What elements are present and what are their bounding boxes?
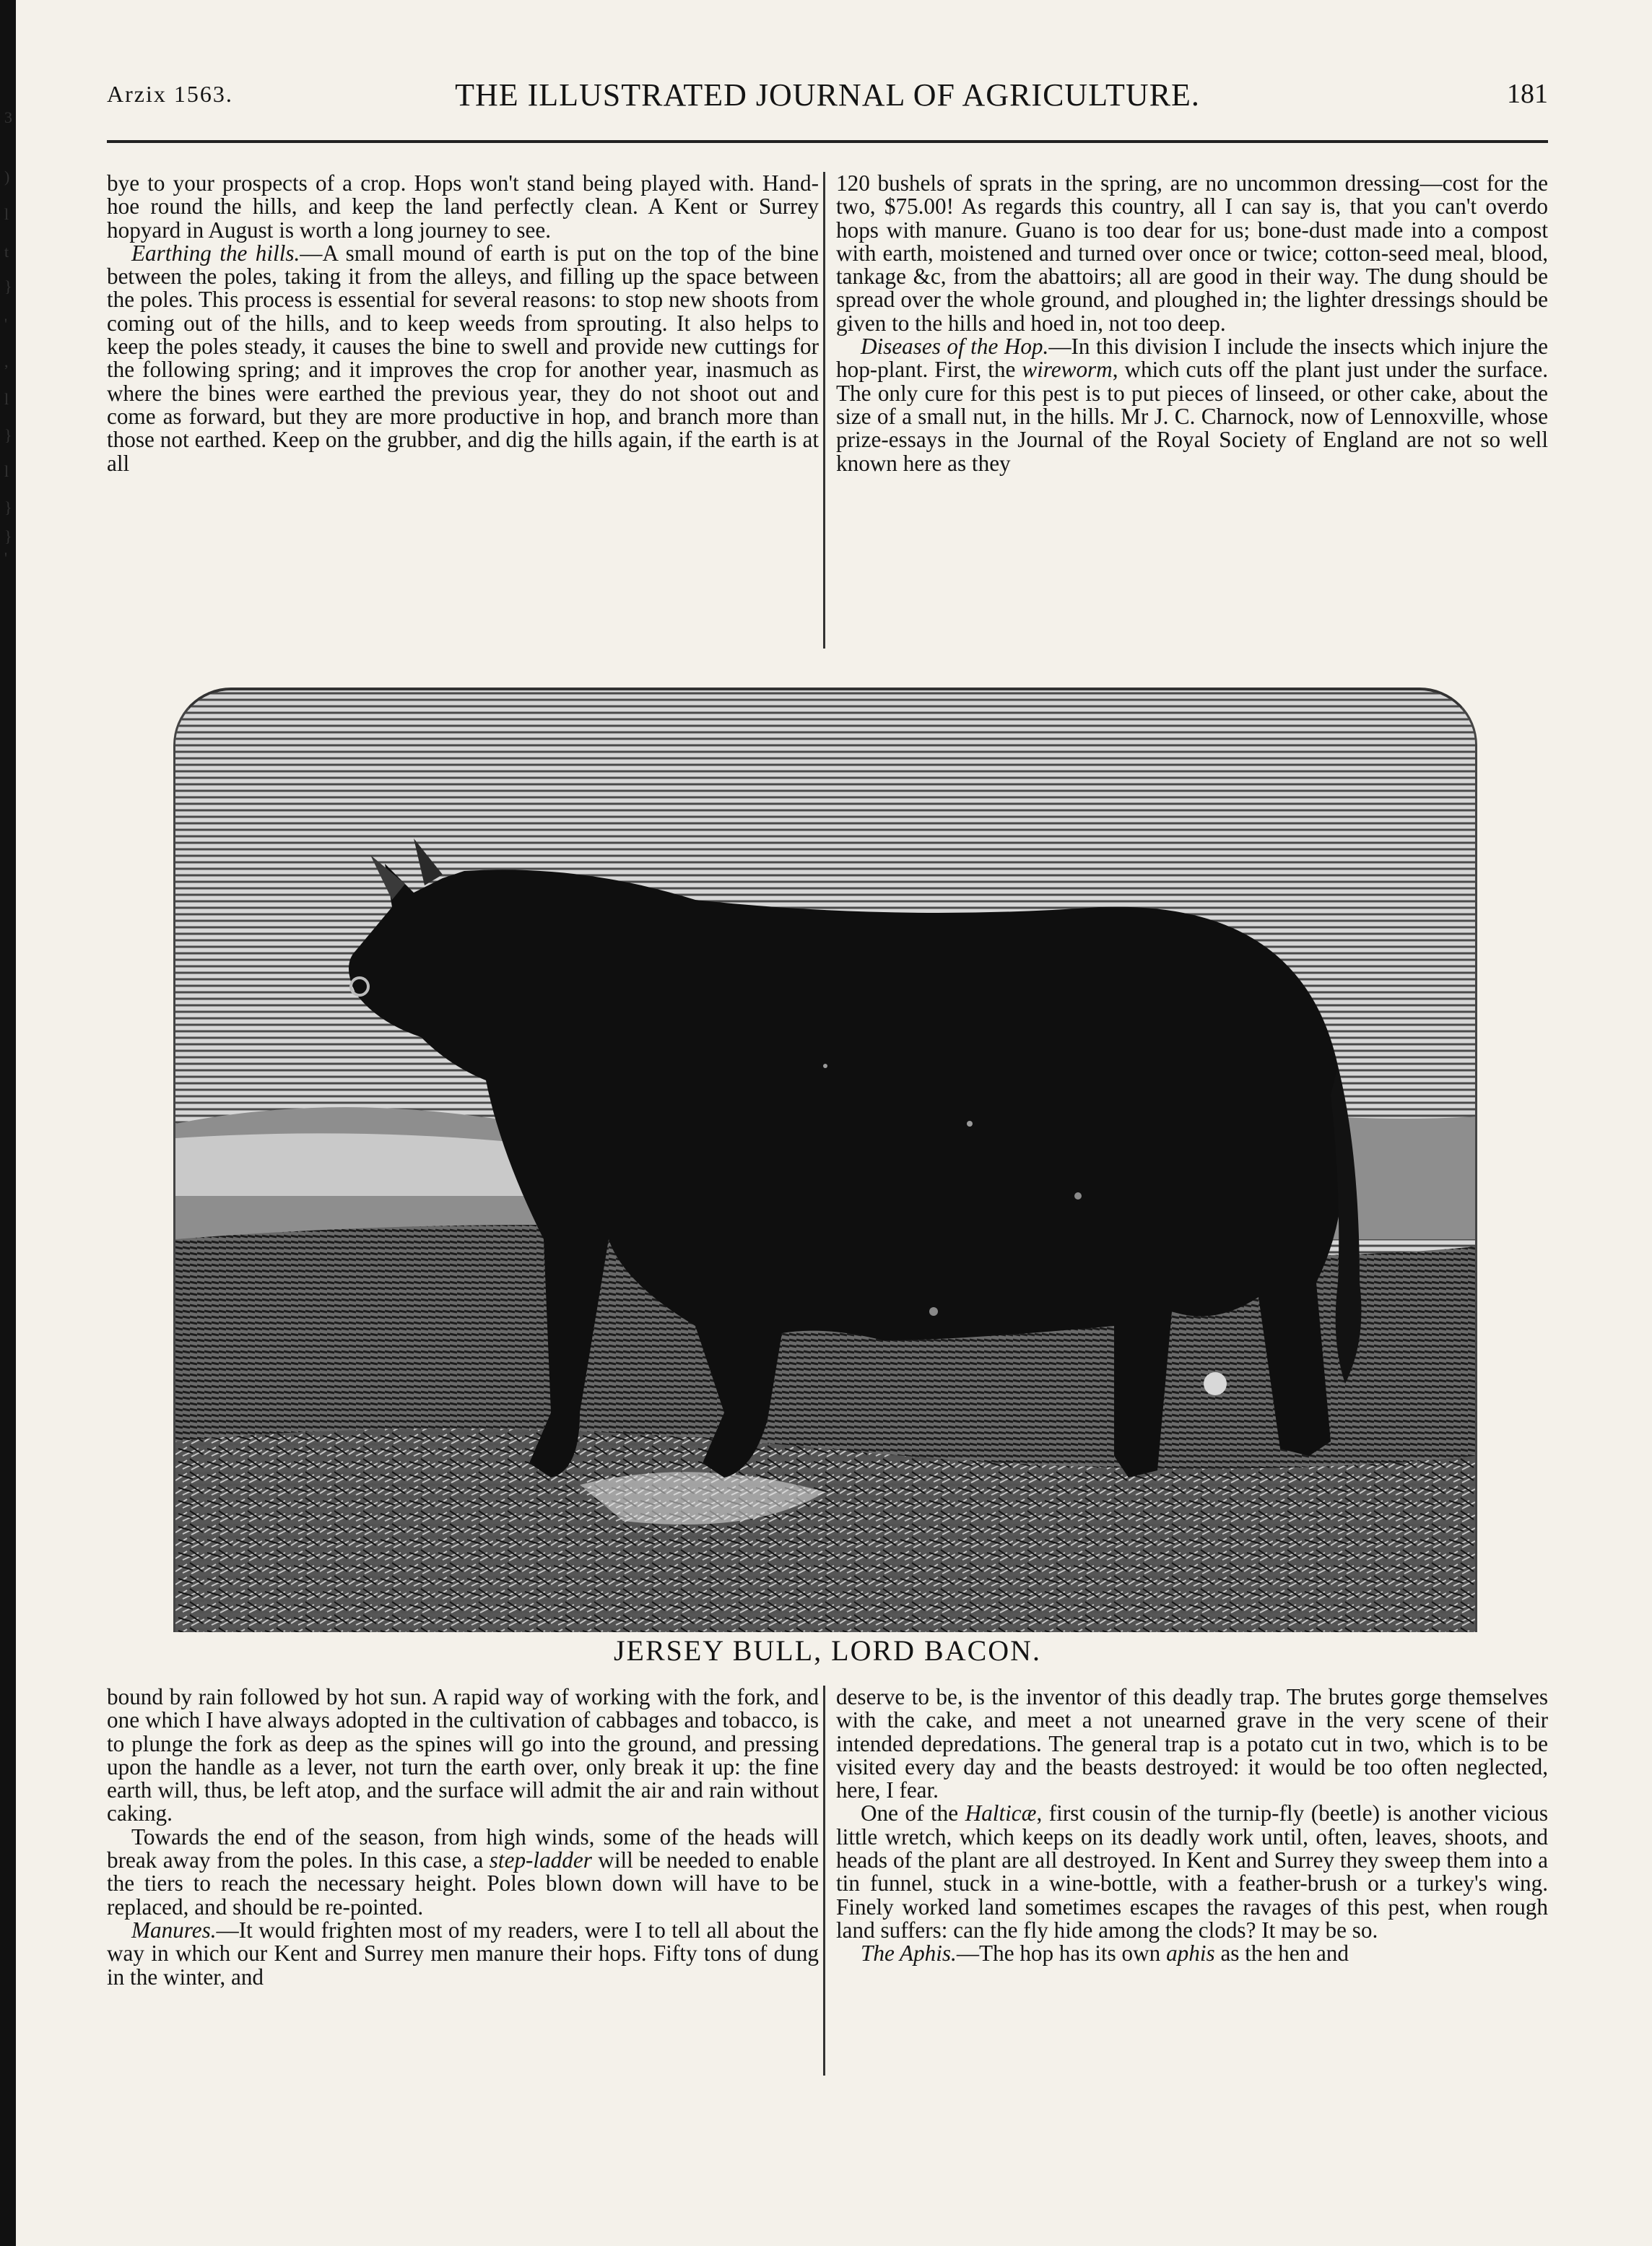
binding-mark: '	[4, 549, 7, 567]
running-header	[107, 72, 1548, 116]
page-number: 181	[1507, 79, 1548, 109]
engraving-figure	[173, 688, 1477, 1632]
column-rule	[823, 1686, 825, 2076]
binding-mark: 3	[4, 108, 12, 126]
bottom-right-column	[836, 1686, 1548, 2076]
binding-mark: l	[4, 390, 9, 408]
paragraph: One of the Halticæ, first cousin of the turnip-fly (beetle) is another vicious little wretch, which keeps on its deadly work until, often, leaves, shoots, and heads of the plant are all destroyed. In Kent and Surrey they sweep them into a tin funnel, stuck in a wine-bottle, with a feather-brush or a turkey's wing. Finely worked land sometimes escapes the ravages of this pest, when rough land suffers: can the fly hide among the clods? It may be so.	[836, 1800, 1548, 1943]
binding-mark: }	[4, 426, 12, 444]
figure-caption: JERSEY BULL, LORD BACON.	[613, 1634, 1042, 1667]
paragraph: bye to your prospects of a crop. Hops won't stand being played with. Hand-hoe round the hills, and keep the land perfectly clean. A Kent or Surrey hopyard in August is worth a long journey to see.	[107, 172, 819, 243]
binding-mark: ,	[4, 352, 9, 370]
binding-mark: '	[4, 315, 7, 333]
binding-mark: }	[4, 498, 12, 516]
binding-mark: t	[4, 243, 9, 261]
section-heading: The Aphis.	[861, 1941, 957, 1967]
binding-mark: l	[4, 462, 9, 480]
paragraph: 120 bushels of sprats in the spring, are no uncommon dressing—cost for the two, $75.00! As regards this country, all I can say is, that you can't overdo hops with manure. Guano is too dear for us; bone-dust made into a compost with earth, moistened and turned over once or twice; cotton-seed meal, blood, tankage &c, from the abattoirs; all are good in their way. The dung should be spread over the whole ground, and ploughed in; the lighter dressings should be given to the hills and hoed in, not too deep.	[836, 172, 1548, 336]
binding-mark: )	[4, 168, 10, 186]
binding-mark: }	[4, 527, 12, 545]
paragraph: Manures.—It would frighten most of my readers, were I to tell all about the way in which our Kent and Surrey men manure their hops. Fifty tons of dung in the winter, and	[107, 1917, 819, 1990]
binding-margin-marks	[0, 0, 29, 2246]
column-rule	[823, 172, 825, 649]
paragraph: Earthing the hills.—A small mound of earth is put on the top of the bine between the poles, taking it from the alleys, and filling up the space between the poles. This process is essential for several reasons: to stop new shoots from coming out of the hills, and to keep weeds from sprouting. It also helps to keep the poles steady, it causes the bine to swell and provide new cuttings for the following spring; and it improves the crop for another year, inasmuch as where the bines were earthed the previous year, they do not shoot out and come as forward, but they are more productive in hop, and branch more than those not earthed. Keep on the grubber, and dig the hills again, if the earth is at all	[107, 240, 819, 476]
jersey-bull-engraving	[175, 690, 1475, 1632]
binding-mark: l	[4, 205, 9, 223]
binding-mark: }	[4, 277, 12, 295]
paragraph: bound by rain followed by hot sun. A rapid way of working with the fork, and one which I have always adopted in the cultivation of cabbages and tobacco, is to plunge the fork as deep as the spines will go into the ground, and pressing upon the handle as a lever, not turn the earth over, only break it up: the fine earth will, thus, be left atop, and the surface will admit the air and rain without caking.	[107, 1686, 819, 1826]
bottom-left-column	[107, 1686, 819, 2076]
paragraph: Towards the end of the season, from high winds, some of the heads will break away from the poles. In this case, a step-ladder will be needed to enable the tiers to reach the necessary height. Poles blown down will have to be replaced, and should be re-pointed.	[107, 1824, 819, 1920]
top-left-column	[107, 172, 819, 649]
paragraph: The Aphis.—The hop has its own aphis as the hen and	[861, 1941, 1349, 1967]
header-rule	[107, 140, 1548, 143]
header-date: Arzix 1563.	[107, 81, 233, 107]
paragraph: Diseases of the Hop.—In this division I include the insects which injure the hop-plant. First, the wireworm, which cuts off the plant just under the surface. The only cure for this pest is to put pieces of linseed, or other cake, about the size of a small nut, in the hills. Mr J. C. Charnock, now of Lennoxville, whose prize-essays in the Journal of the Royal Society of England are not so well known here as they	[836, 334, 1548, 476]
journal-title: THE ILLUSTRATED JOURNAL OF AGRICULTURE.	[455, 77, 1200, 113]
top-right-column	[836, 172, 1548, 649]
section-heading: Diseases of the Hop.	[861, 334, 1049, 360]
section-heading: Earthing the hills.	[131, 240, 300, 266]
paragraph: deserve to be, is the inventor of this deadly trap. The brutes gorge themselves with the cake, and meet a not unearned grave in the very scene of their intended depredations. The general trap is a potato cut in two, which is to be visited every day and the beasts destroyed: it would be too often neglected, here, I fear.	[836, 1686, 1548, 1803]
section-heading: Manures.	[131, 1917, 217, 1943]
